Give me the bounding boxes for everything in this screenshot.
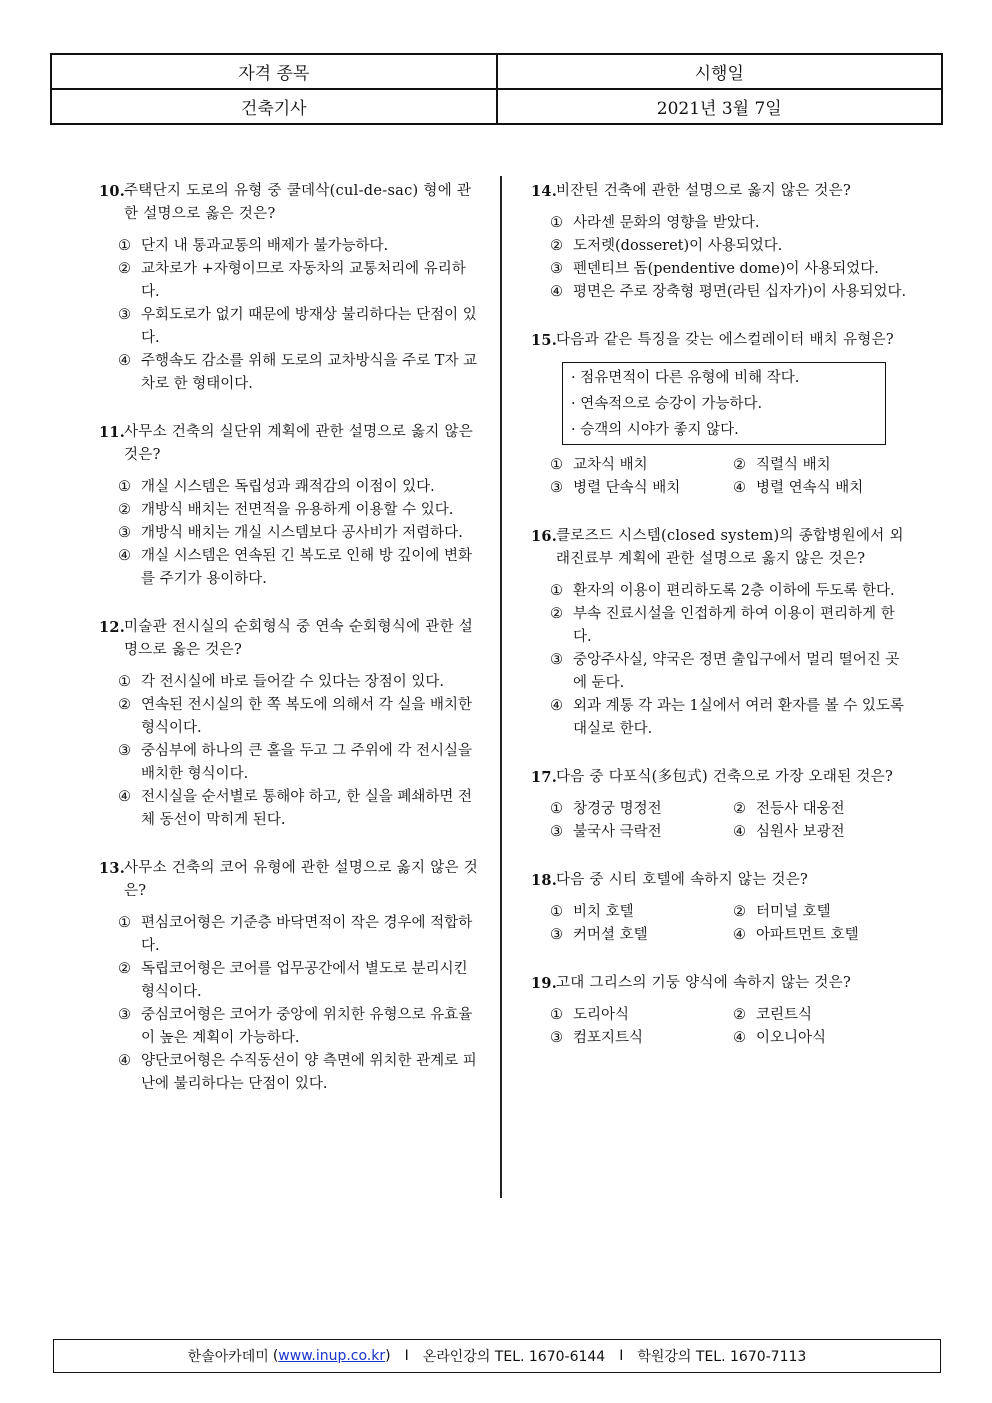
question-number: 16. (531, 528, 558, 545)
option-text: 개방식 배치는 개실 시스템보다 공사비가 저렴하다. (141, 525, 463, 541)
header-label-exam-date: 시행일 (497, 54, 943, 89)
option-mark: ① (118, 479, 131, 495)
option-list (99, 912, 481, 1096)
question-stem (531, 329, 913, 352)
question-number: 14. (531, 183, 558, 200)
option-3[interactable] (550, 924, 733, 947)
feature-item: · 연속적으로 승강이 가능하다. (571, 396, 763, 412)
option-4[interactable] (550, 695, 913, 741)
option-4[interactable] (733, 1027, 916, 1050)
option-text: 도저렛(dosseret)이 사용되었다. (573, 238, 783, 254)
option-1[interactable] (550, 580, 913, 603)
option-mark: ① (550, 904, 563, 920)
option-3[interactable] (550, 649, 913, 695)
option-3[interactable] (550, 821, 733, 844)
option-text: 전시실을 순서별로 통해야 하고, 한 실을 폐쇄하면 전체 동선이 막히게 된다. (141, 789, 473, 828)
option-mark: ① (550, 457, 563, 473)
option-text: 비치 호텔 (573, 904, 634, 920)
option-text: 아파트먼트 호텔 (756, 927, 859, 943)
column-divider (500, 176, 502, 1198)
question-number: 13. (99, 860, 126, 877)
paren-open: ( (272, 1348, 279, 1364)
option-list (99, 476, 481, 591)
question-number: 18. (531, 872, 558, 889)
online-phone: 온라인강의 TEL. 1670-6144 (422, 1349, 606, 1365)
option-3[interactable] (118, 304, 481, 350)
option-mark: ④ (733, 1030, 746, 1046)
option-4[interactable] (733, 821, 916, 844)
option-1[interactable] (118, 476, 481, 499)
option-3[interactable] (550, 477, 733, 500)
option-1[interactable] (118, 671, 481, 694)
option-4[interactable] (118, 350, 481, 396)
option-mark: ④ (733, 824, 746, 840)
right-column (531, 180, 913, 1075)
option-text: 교차로가 +자형이므로 자동차의 교통처리에 유리하다. (141, 261, 466, 300)
option-text: 개실 시스템은 연속된 긴 복도로 인해 방 깊이에 변화를 주기가 용이하다. (141, 548, 473, 587)
option-1[interactable] (550, 454, 733, 477)
option-1[interactable] (550, 901, 733, 924)
option-mark: ③ (118, 1007, 131, 1023)
option-text: 병렬 연속식 배치 (756, 480, 864, 496)
option-3[interactable] (118, 740, 481, 786)
option-1[interactable] (550, 1004, 733, 1027)
option-text: 전등사 대웅전 (756, 801, 845, 817)
option-text: 중앙주사실, 약국은 정면 출입구에서 멀리 떨어진 곳에 둔다. (573, 652, 900, 691)
option-list (531, 454, 913, 500)
option-text: 양단코어형은 수직동선이 양 측면에 위치한 관계로 피난에 불리하다는 단점이 있다. (141, 1053, 477, 1092)
question-14 (531, 180, 913, 304)
question-number: 12. (99, 619, 126, 636)
option-text: 교차식 배치 (573, 457, 648, 473)
option-text: 각 전시실에 바로 들어갈 수 있다는 장점이 있다. (141, 674, 445, 690)
option-mark: ② (733, 904, 746, 920)
option-2[interactable] (550, 235, 913, 258)
question-text: 다음 중 다포식(多包式) 건축으로 가장 오래된 것은? (556, 769, 894, 785)
question-17 (531, 766, 913, 844)
option-mark: ④ (733, 480, 746, 496)
footer-bar (53, 1339, 941, 1373)
question-text: 사무소 건축의 실단위 계획에 관한 설명으로 옳지 않은 것은? (124, 424, 474, 463)
question-text: 고대 그리스의 기둥 양식에 속하지 않는 것은? (556, 975, 852, 991)
option-text: 사라센 문화의 영향을 받았다. (573, 215, 760, 231)
option-3[interactable] (118, 1004, 481, 1050)
option-mark: ① (550, 583, 563, 599)
option-list (531, 901, 913, 947)
option-mark: ② (733, 457, 746, 473)
option-mark: ③ (118, 307, 131, 323)
question-number: 15. (531, 332, 558, 349)
option-text: 창경궁 명정전 (573, 801, 662, 817)
option-mark: ③ (550, 927, 563, 943)
option-text: 개방식 배치는 전면적을 유용하게 이용할 수 있다. (141, 502, 454, 518)
option-mark: ① (550, 801, 563, 817)
question-text: 사무소 건축의 코어 유형에 관한 설명으로 옳지 않은 것은? (124, 860, 479, 899)
option-mark: ① (118, 915, 131, 931)
option-text: 편심코어형은 기준층 바닥면적이 작은 경우에 적합하다. (141, 915, 473, 954)
question-18 (531, 869, 913, 947)
option-mark: ③ (118, 525, 131, 541)
question-stem (99, 857, 481, 903)
paren-close: ) (385, 1348, 391, 1364)
question-12 (99, 616, 481, 832)
question-15 (531, 329, 913, 500)
question-text: 미술관 전시실의 순회형식 중 연속 순회형식에 관한 설명으로 옳은 것은? (124, 619, 474, 658)
option-text: 터미널 호텔 (756, 904, 831, 920)
option-4[interactable] (733, 924, 916, 947)
question-19 (531, 972, 913, 1050)
option-2[interactable] (118, 258, 481, 304)
option-3[interactable] (118, 522, 481, 545)
option-mark: ② (733, 1007, 746, 1023)
option-mark: ③ (550, 1030, 563, 1046)
option-text: 우회도로가 없기 때문에 방재상 불리하다는 단점이 있다. (141, 307, 477, 346)
question-text: 클로즈드 시스템(closed system)의 종합병원에서 외래진료부 계획에 관한 설명으로 옳지 않은 것은? (556, 528, 904, 567)
option-text: 부속 진료시설을 인접하게 하여 이용이 편리하게 한다. (573, 606, 895, 645)
question-stem (531, 525, 913, 571)
option-mark: ④ (550, 698, 563, 714)
option-4[interactable] (118, 545, 481, 591)
feature-item: · 점유면적이 다른 유형에 비해 작다. (571, 370, 800, 386)
option-2[interactable] (118, 694, 481, 740)
option-2[interactable] (733, 901, 916, 924)
option-text: 이오니아식 (756, 1030, 827, 1046)
option-text: 펜덴티브 돔(pendentive dome)이 사용되었다. (573, 261, 879, 277)
option-4[interactable] (733, 477, 916, 500)
header-value-exam-type: 건축기사 (51, 89, 497, 124)
option-3[interactable] (550, 1027, 733, 1050)
option-text: 직렬식 배치 (756, 457, 831, 473)
option-3[interactable] (550, 258, 913, 281)
option-list (531, 212, 913, 304)
option-list (531, 798, 913, 844)
option-text: 단지 내 통과교통의 배제가 불가능하다. (141, 238, 389, 254)
question-13 (99, 857, 481, 1096)
option-mark: ③ (550, 261, 563, 277)
option-mark: ② (118, 961, 131, 977)
exam-header-table (50, 53, 943, 125)
left-column (99, 180, 481, 1121)
option-mark: ② (118, 261, 131, 277)
option-text: 중심코어형은 코어가 중앙에 위치한 유형으로 유효율이 높은 계획이 가능하다. (141, 1007, 473, 1046)
option-list (531, 1004, 913, 1050)
option-mark: ② (550, 238, 563, 254)
option-text: 병렬 단속식 배치 (573, 480, 681, 496)
option-text: 도리아식 (573, 1007, 630, 1023)
option-mark: ④ (118, 548, 131, 564)
question-stem (531, 180, 913, 203)
academy-website-link[interactable]: www.inup.co.kr (278, 1348, 386, 1364)
option-mark: ③ (550, 480, 563, 496)
option-mark: ④ (733, 927, 746, 943)
option-list (531, 580, 913, 741)
question-number: 17. (531, 769, 558, 786)
option-text: 개실 시스템은 독립성과 쾌적감의 이점이 있다. (141, 479, 435, 495)
option-1[interactable] (118, 235, 481, 258)
header-value-exam-date: 2021년 3월 7일 (497, 89, 943, 124)
option-mark: ③ (118, 743, 131, 759)
option-mark: ③ (550, 824, 563, 840)
question-16 (531, 525, 913, 741)
question-text: 다음 중 시티 호텔에 속하지 않는 것은? (556, 872, 809, 888)
question-number: 19. (531, 975, 558, 992)
feature-box (562, 362, 886, 445)
footer-separator: I (404, 1348, 409, 1364)
option-text: 커머셜 호텔 (573, 927, 648, 943)
option-1[interactable] (118, 912, 481, 958)
option-text: 코린트식 (756, 1007, 813, 1023)
question-number: 11. (99, 424, 126, 441)
option-2[interactable] (118, 958, 481, 1004)
option-2[interactable] (733, 798, 916, 821)
option-2[interactable] (118, 499, 481, 522)
option-2[interactable] (550, 603, 913, 649)
question-stem (531, 972, 913, 995)
option-mark: ① (550, 215, 563, 231)
option-1[interactable] (550, 798, 733, 821)
option-text: 평면은 주로 장축형 평면(라틴 십자가)이 사용되었다. (573, 284, 907, 300)
question-number: 10. (99, 183, 126, 200)
question-text: 주택단지 도로의 유형 중 쿨데삭(cul-de-sac) 형에 관한 설명으로 옳은 것은? (124, 183, 472, 222)
option-text: 환자의 이용이 편리하도록 2층 이하에 두도록 한다. (573, 583, 895, 599)
option-1[interactable] (550, 212, 913, 235)
question-stem (99, 180, 481, 226)
offline-phone: 학원강의 TEL. 1670-7113 (637, 1349, 807, 1365)
option-mark: ④ (118, 789, 131, 805)
option-list (99, 671, 481, 832)
option-list (99, 235, 481, 396)
question-stem (531, 869, 913, 892)
option-mark: ④ (118, 353, 131, 369)
question-stem (99, 616, 481, 662)
option-mark: ④ (118, 1053, 131, 1069)
option-mark: ① (118, 238, 131, 254)
option-2[interactable] (733, 454, 916, 477)
question-text: 비잔틴 건축에 관한 설명으로 옳지 않은 것은? (556, 183, 852, 199)
academy-name: 한솔아카데미 (187, 1349, 269, 1365)
option-mark: ② (118, 697, 131, 713)
option-text: 연속된 전시실의 한 쪽 복도에 의해서 각 실을 배치한 형식이다. (141, 697, 473, 736)
question-10 (99, 180, 481, 396)
option-text: 컴포지트식 (573, 1030, 644, 1046)
option-text: 주행속도 감소를 위해 도로의 교차방식을 주로 T자 교차로 한 형태이다. (141, 353, 478, 392)
option-text: 불국사 극락전 (573, 824, 662, 840)
footer-separator: I (619, 1348, 624, 1364)
feature-item: · 승객의 시야가 좋지 않다. (571, 422, 739, 438)
option-4[interactable] (118, 786, 481, 832)
option-text: 심원사 보광전 (756, 824, 845, 840)
option-mark: ③ (550, 652, 563, 668)
option-4[interactable] (550, 281, 913, 304)
option-text: 외과 계통 각 과는 1실에서 여러 환자를 볼 수 있도록 대실로 한다. (573, 698, 904, 737)
option-mark: ① (550, 1007, 563, 1023)
option-mark: ② (118, 502, 131, 518)
question-stem (531, 766, 913, 789)
header-label-exam-type: 자격 종목 (51, 54, 497, 89)
option-mark: ④ (550, 284, 563, 300)
option-4[interactable] (118, 1050, 481, 1096)
question-stem (99, 421, 481, 467)
option-mark: ② (733, 801, 746, 817)
question-text: 다음과 같은 특징을 갖는 에스컬레이터 배치 유형은? (556, 332, 894, 348)
option-2[interactable] (733, 1004, 916, 1027)
option-text: 중심부에 하나의 큰 홀을 두고 그 주위에 각 전시실을 배치한 형식이다. (141, 743, 473, 782)
question-11 (99, 421, 481, 591)
option-text: 독립코어형은 코어를 업무공간에서 별도로 분리시킨 형식이다. (141, 961, 468, 1000)
option-mark: ① (118, 674, 131, 690)
option-mark: ② (550, 606, 563, 622)
